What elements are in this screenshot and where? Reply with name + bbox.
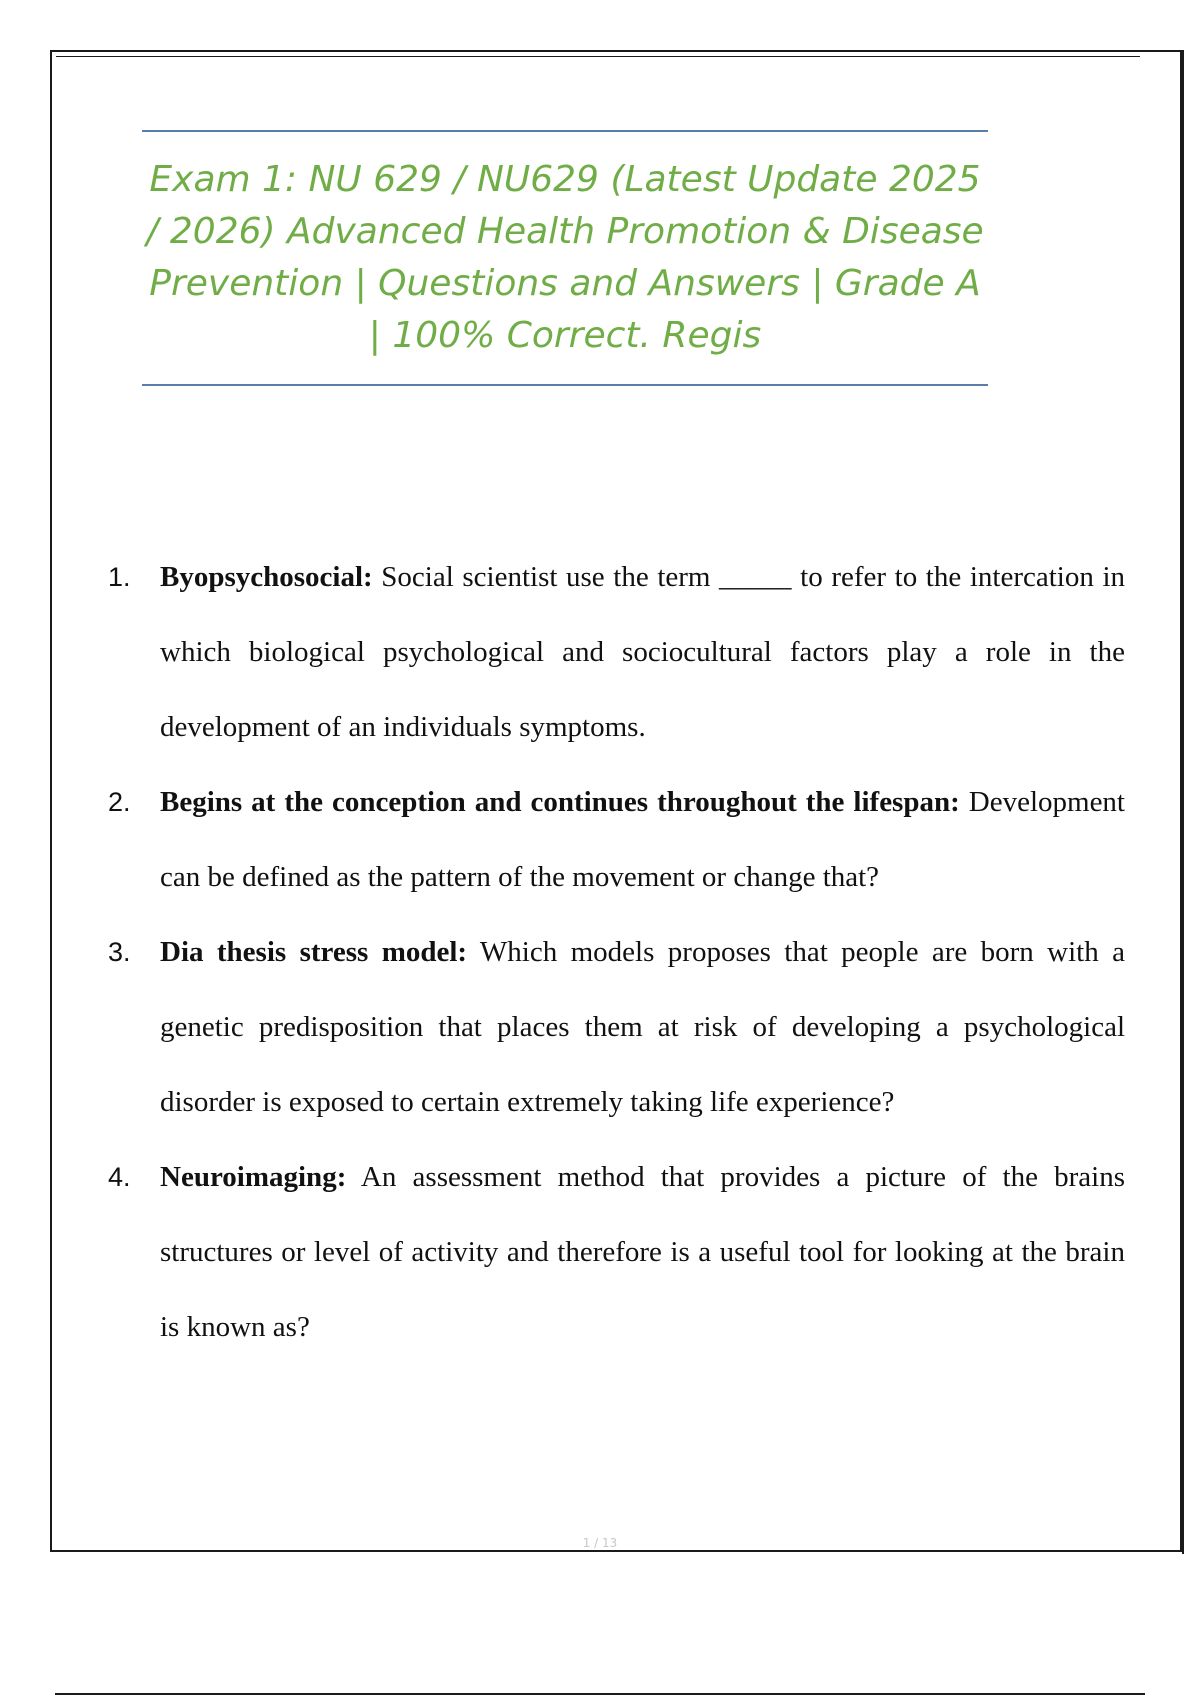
question-term: Dia thesis stress model: [160,936,468,968]
question-term: Begins at the conception and continues throughout the lifespan: [160,786,960,818]
document-title: Exam 1: NU 629 / NU629 (Latest Update 2025 / 2026) Advanced Health Promotion & Disease Prevention | Questions and Answers | Grade A | 100% Correct. Regis [146,159,984,356]
page-indicator: 1 / 13 [582,1536,618,1550]
question-number: 3. [108,937,131,967]
question-number: 2. [108,787,131,817]
question-text: Social scientist use the term _____ to refer to the intercation in which biological psychological and sociocultural factors play a role in the development of an individuals symptoms. [160,561,1125,743]
question-item-4 [100,1140,1125,1365]
question-text: An assessment method that provides a picture of the brains structures or level of activity and therefore is a useful tool for looking at the brain is known as? [160,1161,1125,1343]
question-item-1 [100,540,1125,765]
title-block [142,130,988,386]
question-number: 4. [108,1162,131,1192]
question-item-2 [100,765,1125,915]
question-term: Neuroimaging: [160,1161,347,1193]
question-number: 1. [108,562,131,592]
question-list [100,540,1125,1365]
question-term: Byopsychosocial: [160,561,373,593]
question-text: Development can be defined as the pattern of the movement or change that? [160,786,1125,893]
question-text: Which models proposes that people are born with a genetic predisposition that places them at risk of developing a psychological disorder is exposed to certain extremely taking life experience? [160,936,1125,1118]
footer-divider [55,1693,1145,1695]
question-item-3 [100,915,1125,1140]
